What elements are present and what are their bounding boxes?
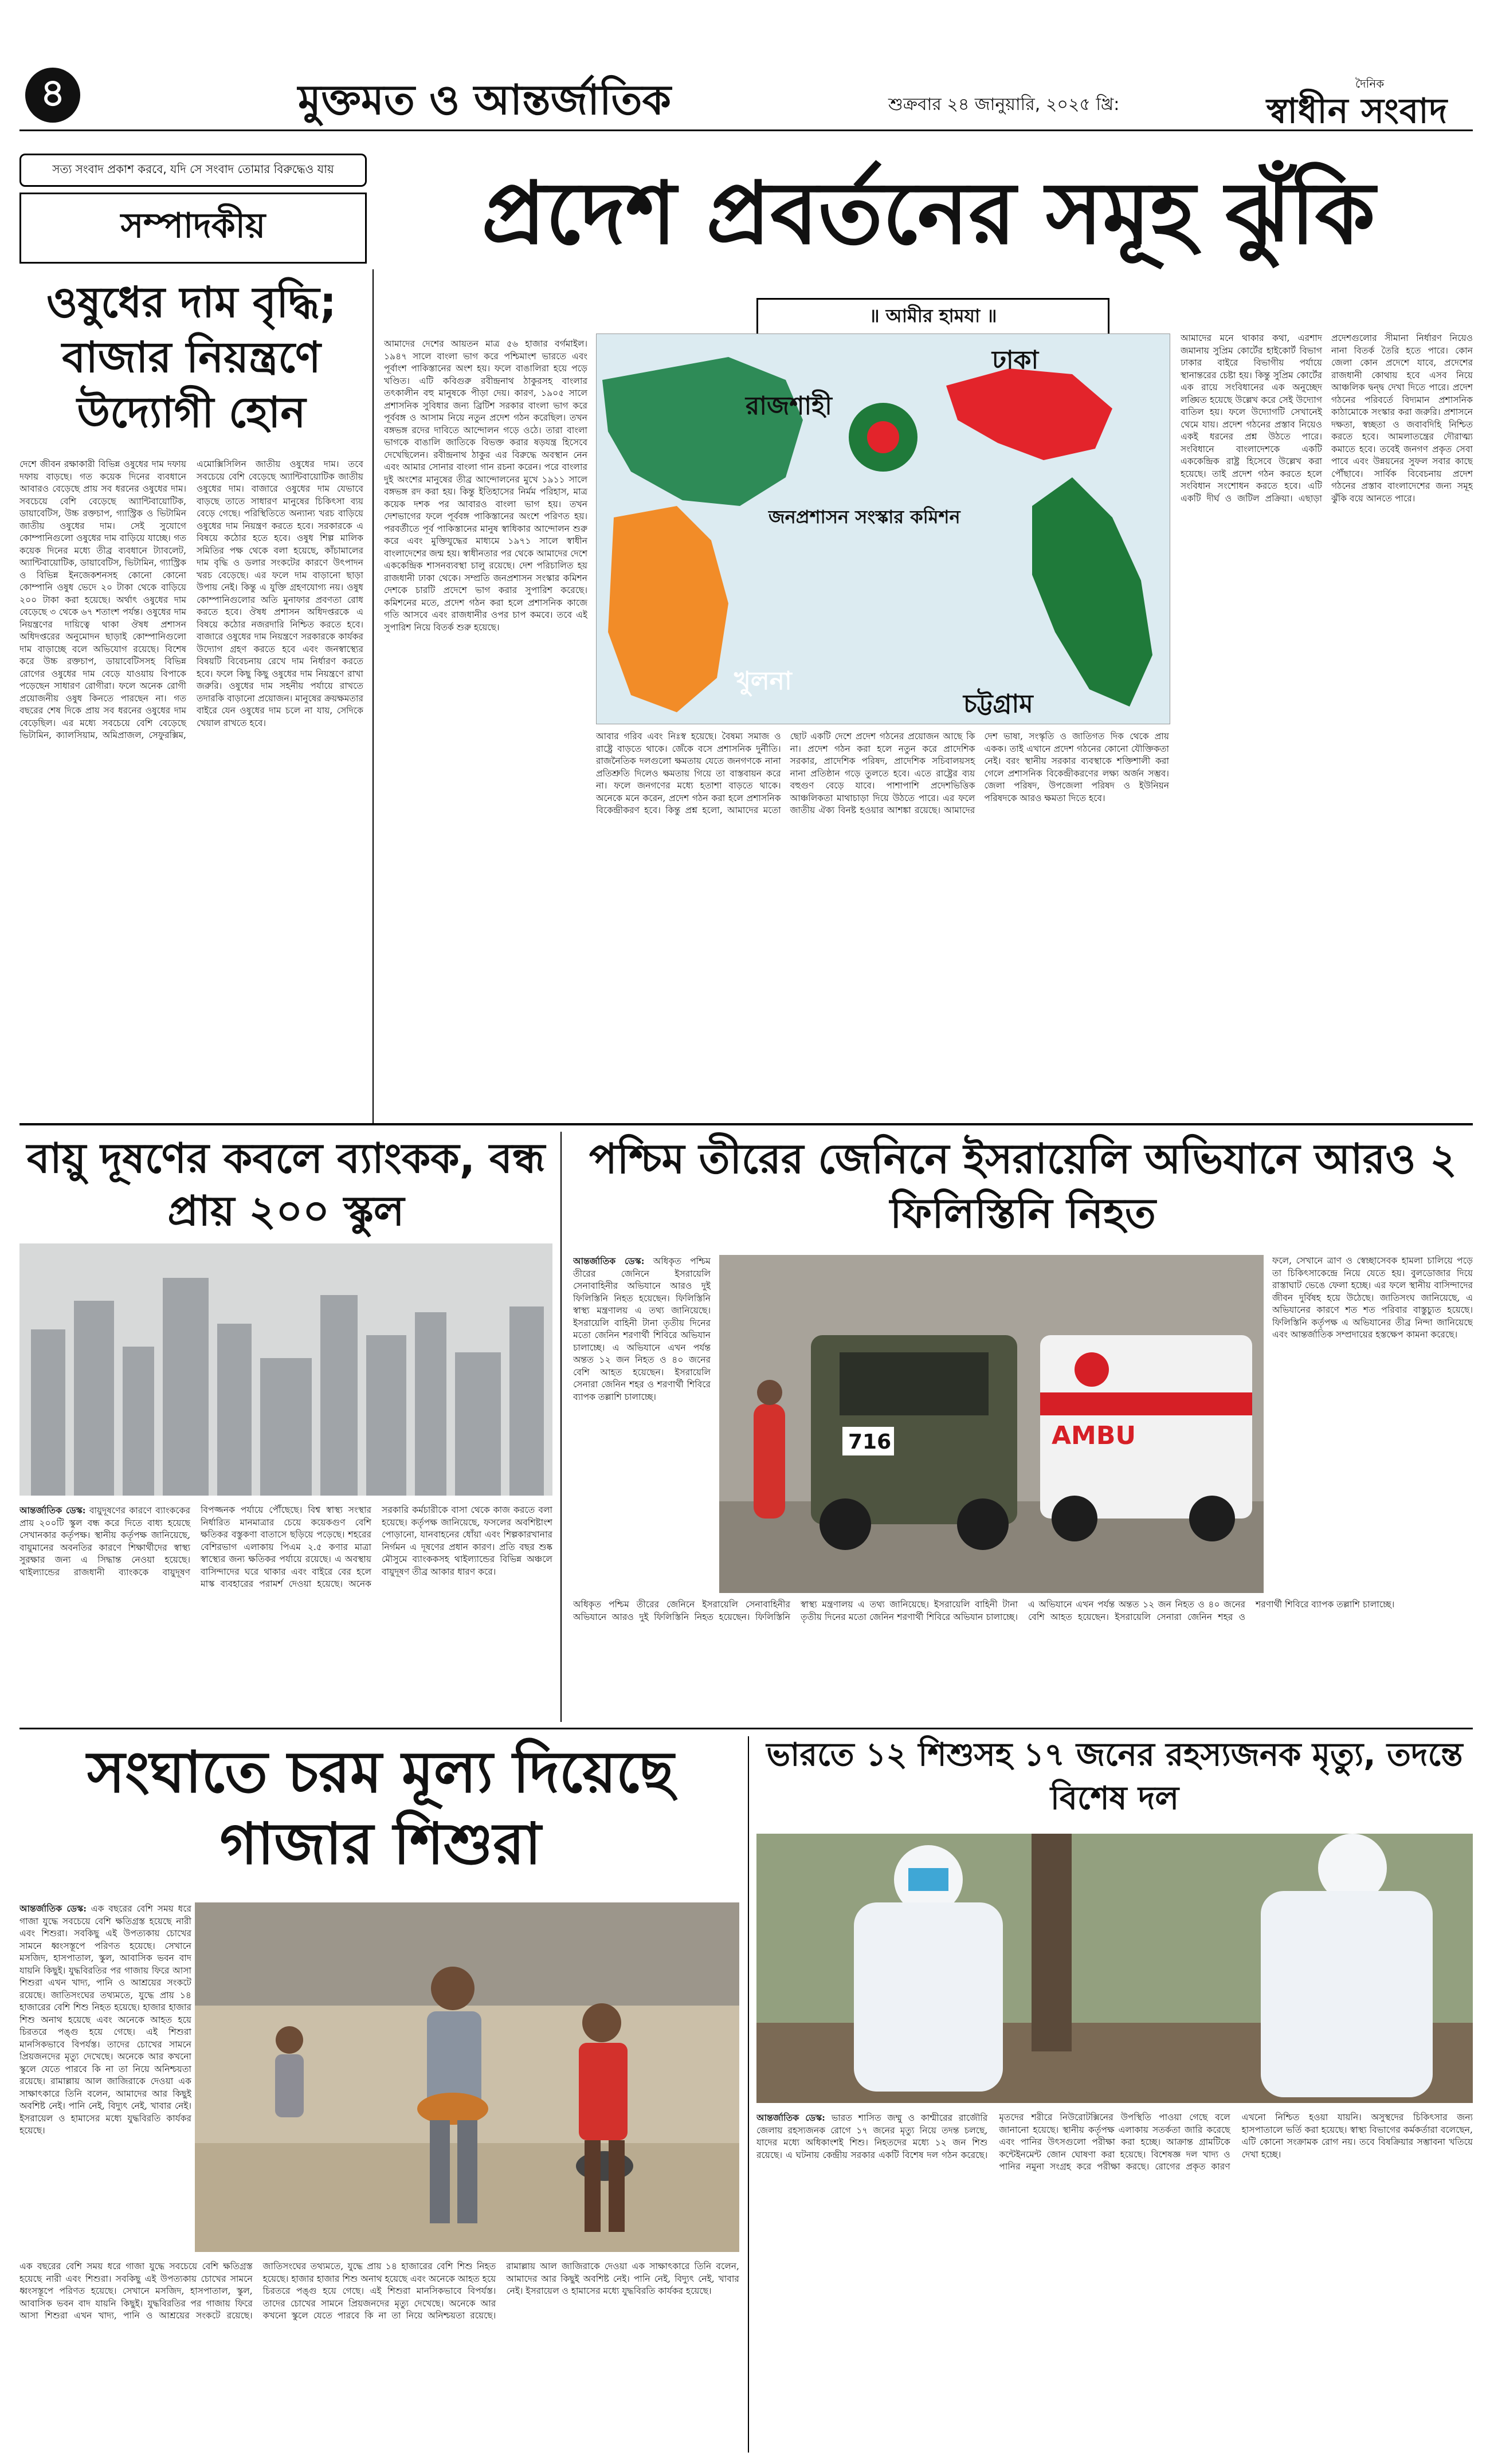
section-title: মুক্তমত ও আন্তর্জাতিক [298,76,671,124]
gaza-headline: সংঘাতে চরম মূল্য দিয়েছে গাজার শিশুরা [87,1739,675,1877]
page-number: ৪ [25,68,80,123]
column-divider [372,269,374,1123]
india-lead: আন্তর্জাতিক ডেস্ক: [756,2112,825,2123]
bangladesh-provinces-map [597,334,1170,724]
main-article-body-3: আমাদের মনে থাকার কথা, এরশাদ জমানায় সুপ্রিম কোর্টের হাইকোর্ট বিভাগ ঢাকার বাইরে বিভাগীয় পর্যায়ে স্থানান্তরের চেষ্টা হয়। কিন্তু সুপ্রিম কোর্টের এক রায়ে সংবিধানের এক অনুচ্ছেদ লঙ্ঘিত হয়েছে উল্লেখ করে সেই উদ্যোগ বাতিল হয়। ফলে উদ্যোগটি সেখানেই থেমে যায়। প্রদেশ গঠনের প্রস্তাব নিয়েও একই ধরনের প্রশ্ন উঠতে পারে। সংবিধানে বাংলাদেশকে একটি এককেন্দ্রিক রাষ্ট্র হিসেবে উল্লেখ করা হয়েছে। তাই প্রদেশ গঠন করতে হলে সংবিধান সংশোধন করতে হবে। এটি একটি দীর্ঘ ও জটিল প্রক্রিয়া। এছাড়া প্রদেশগুলোর সীমানা নির্ধারণ নিয়েও নানা বিতর্ক তৈরি হতে পারে। কোন জেলা কোন প্রদেশে যাবে, প্রদেশের রাজধানী কোথায় হবে এসব নিয়ে আঞ্চলিক দ্বন্দ্ব দেখা দিতে পারে। প্রদেশ গঠনের পরিবর্তে বিদ্যমান প্রশাসনিক কাঠামোকে সংস্কার করা জরুরি। প্রশাসনে দক্ষতা, স্বচ্ছতা ও জবাবদিহি নিশ্চিত করতে হবে। আমলাতন্ত্রের দৌরাত্ম্য কমাতে হবে। তবেই জনগণ প্রকৃত সেবা পাবে এবং উন্নয়নের সুফল সবার কাছে পৌঁছাবে। সার্বিক বিবেচনায় প্রদেশ গঠনের প্রস্তাব বাংলাদেশের জন্য সমূহ ঝুঁকি বয়ে আনতে পারে। [1181,333,1473,504]
main-article-body-2: আবার গরিব এবং নিঃস্ব হয়েছে। বৈষম্য সমাজ ও রাষ্ট্রে বাড়তে থাকে। জেঁকে বসে প্রশাসনিক দুর্নীতি। রাজনৈতিক দলগুলো ক্ষমতায় যেতে জনগণকে নানা প্রতিশ্রুতি দিলেও ক্ষমতায় গিয়ে তা বাস্তবায়ন করে না। ফলে জনগণের মধ্যে হতাশা বাড়তে থাকে। অনেকে মনে করেন, প্রদেশ গঠন করা হলে প্রশাসনিক বিকেন্দ্রীকরণ হবে। কিন্তু প্রশ্ন হলো, আমাদের মতো ছোট একটি দেশে প্রদেশ গঠনের প্রয়োজন আছে কি না। প্রদেশ গঠন করা হলে নতুন করে প্রাদেশিক সরকার, প্রাদেশিক পরিষদ, প্রাদেশিক সচিবালয়সহ নানা প্রতিষ্ঠান গড়ে তুলতে হবে। এতে রাষ্ট্রের ব্যয় বহুগুণ বেড়ে যাবে। পাশাপাশি প্রদেশভিত্তিক আঞ্চলিকতা মাথাচাড়া দিয়ে উঠতে পারে। এর ফলে জাতীয় ঐক্য বিনষ্ট হওয়ার আশঙ্কা রয়েছে। আমাদের দেশ ভাষা, সংস্কৃতি ও জাতিগত দিক থেকে প্রায় একক। তাই এখানে প্রদেশ গঠনের কোনো যৌক্তিকতা নেই। বরং স্থানীয় সরকার ব্যবস্থাকে শক্তিশালী করা গেলে প্রশাসনিক বিকেন্দ্রীকরণের লক্ষ্য অর্জন সম্ভব। জেলা পরিষদ, উপজেলা পরিষদ ও ইউনিয়ন পরিষদকে আরও ক্ষমতা দিতে হবে। [596,731,1169,815]
child-figure-left [275,2026,304,2117]
column-divider [748,1736,749,2453]
map-label-commission: জনপ্রশাসন সংস্কার কমিশন [768,506,960,528]
motto: সত্য সংবাদ প্রকাশ করবে, যদি সে সংবাদ তোমার বিরুদ্ধেও যায় [19,154,367,187]
map-label-dhaka: ঢাকা [992,346,1039,375]
editorial-label: সম্পাদকীয় [19,193,367,264]
paper-name-prefix: দৈনিক [1355,77,1385,91]
bangkok-text: বায়ুদূষণের কারণে ব্যাংককের প্রায় ২০০টি স্কুল বন্ধ করে দিতে বাধ্য হয়েছে সেখানকার কর্তৃপক্ষ। স্থানীয় কর্তৃপক্ষ জানিয়েছে, বায়ুমানের অবনতির কারণে শিক্ষার্থীদের স্বাস্থ্য সুরক্ষার জন্য এ সিদ্ধান্ত নেওয়া হয়েছে। থাইল্যান্ডের রাজধানী ব্যাংককে বায়ুদূষণ বিপজ্জনক পর্যায়ে পৌঁছেছে। বিশ্ব স্বাস্থ্য সংস্থার নির্ধারিত মানমাত্রার চেয়ে কয়েকগুণ বেশি ক্ষতিকর বস্তুকণা বাতাসে ছড়িয়ে পড়েছে। শহরের বেশিরভাগ এলাকায় পিএম ২.৫ কণার মাত্রা স্বাস্থ্যের জন্য ক্ষতিকর পর্যায়ে রয়েছে। এ অবস্থায় বাসিন্দাদের ঘরে থাকার এবং বাইরে বের হলে মাস্ক ব্যবহারের পরামর্শ দেওয়া হয়েছে। অনেক সরকারি কর্মচারীকে বাসা থেকে কাজ করতে বলা হয়েছে। কর্তৃপক্ষ জানিয়েছে, ফসলের অবশিষ্টাংশ পোড়ানো, যানবাহনের ধোঁয়া এবং শিল্পকারখানার নির্গমন এ দূষণের প্রধান কারণ। প্রতি বছর শুষ্ক মৌসুমে ব্যাংককসহ থাইল্যান্ডের বিভিন্ন অঞ্চলে বায়ুদূষণ তীব্র আকার ধারণ করে। [19,1505,552,1589]
map-label-rajshahi: রাজশাহী [746,391,832,421]
gaza-lead: আন্তর্জাতিক ডেস্ক: [19,1903,87,1914]
main-headline: প্রদেশ প্রবর্তনের সমূহ ঝুঁকি [481,164,1375,264]
issue-date: শুক্রবার ২৪ জানুয়ারি, ২০২৫ খ্রি: [888,95,1120,115]
paramedic-figure [754,1404,785,1519]
bangkok-lead: আন্তর্জাতিক ডেস্ক: [19,1505,86,1516]
map-label-chattogram: চট্টগ্রাম [963,689,1033,719]
india-body [756,2112,1473,2450]
jenin-photo [719,1255,1264,1593]
jenin-headline: পশ্চিম তীরের জেনিনে ইসরায়েলি অভিযানে আরও ২ ফিলিস্তিনি নিহত [589,1135,1457,1237]
editorial-title: ওষুধের দাম বৃদ্ধি; বাজার নিয়ন্ত্রণে উদ্যোগী হোন [46,278,337,437]
editorial-body: দেশে জীবন রক্ষাকারী বিভিন্ন ওষুধের দাম দফায় দফায় বাড়ছে। গত কয়েক দিনের ব্যবধানে আবারও বেড়েছে প্রায় সব ধরনের ওষুধের দাম। সবচেয়ে বেশি বেড়েছে অ্যান্টিবায়োটিক, ডায়াবেটিস, উচ্চ রক্তচাপ, গ্যাস্ট্রিক ও ভিটামিন জাতীয় ওষুধের দাম। সেই সুযোগে কোম্পানিগুলো ওষুধের দাম বাড়িয়ে যাচ্ছে। গত কয়েক দিনের মধ্যে তীব্র ব্যবধানে ট্যাবলেট, অ্যান্টিবায়োটিক, ডায়াবেটিস, ভিটামিন, গ্যাস্ট্রিক ও বিভিন্ন ইনজেকশনসহ কোনো কোনো কোম্পানি ওষুধ ভেদে ২০ টাকা থেকে বাড়িয়ে ২০০ টাকা করা হয়েছে। অর্থাৎ ওষুধের দাম বেড়েছে ৩ থেকে ৬৭ শতাংশ পর্যন্ত। ওষুধের দাম নিয়ন্ত্রণের দায়িত্বে থাকা ঔষধ প্রশাসন অধিদপ্তরের অনুমোদন ছাড়াই কোম্পানিগুলো দাম বাড়াচ্ছে বলে অভিযোগ রয়েছে। বিশেষ করে উচ্চ রক্তচাপ, ডায়াবেটিসসহ বিভিন্ন রোগের ওষুধের দাম বেড়ে যাওয়ায় বিপাকে পড়েছেন সাধারণ রোগীরা। ফলে অনেক রোগী প্রয়োজনীয় ওষুধ কিনতে পারছেন না। গত বছরের শেষ দিকে প্রায় সব ধরনের ওষুধের দাম বেড়েছিল। এর মধ্যে সবচেয়ে বেশি বেড়েছে ভিটামিন, ক্যালসিয়াম, অমিপ্রাজল, সেফুরক্সিম, এমোক্সিসিলিন জাতীয় ওষুধের দাম। তবে সবচেয়ে বেশি বেড়েছে অ্যান্টিবায়োটিক জাতীয় ওষুধের দাম। বাজারে ওষুধের দাম যেভাবে বাড়ছে তাতে সাধারণ মানুষের চিকিৎসা ব্যয় বেড়ে গেছে। পরিস্থিতিতে অন্যান্য খরচ বাড়িয়ে ওষুধের দাম নিয়ন্ত্রণ করতে হবে। সরকারকে এ বিষয়ে কঠোর হতে হবে। ওষুধ শিল্প মালিক সমিতির পক্ষ থেকে বলা হয়েছে, কাঁচামালের দাম বৃদ্ধি ও ডলার সংকটের কারণে উৎপাদন খরচ বেড়েছে। এর ফলে দাম বাড়ানো ছাড়া উপায় নেই। কিন্তু এ যুক্তি গ্রহণযোগ্য নয়। ওষুধ কোম্পানিগুলোর অতি মুনাফার প্রবণতা রোধ করতে হবে। ঔষধ প্রশাসন অধিদপ্তরকে এ বিষয়ে কঠোর নজরদারি নিশ্চিত করতে হবে। বাজারে ওষুধের দাম নিয়ন্ত্রণে সরকারকে কার্যকর উদ্যোগ গ্রহণ করতে হবে এবং জনস্বাস্থ্যের বিষয়টি বিবেচনায় রেখে দাম নির্ধারণ করতে হবে। ফলে কিছু কিছু ওষুধের দাম নিয়ন্ত্রণে রাখা জরুরি। ওষুধের দাম সহনীয় পর্যায়ে রাখতে তদারকি বাড়ানো প্রয়োজন। মানুষের ক্রয়ক্ষমতার বাইরে যেন ওষুধের দাম চলে না যায়, সেদিকে খেয়াল রাখতে হবে। [19,459,363,740]
india-headline: ভারতে ১২ শিশুসহ ১৭ জনের রহস্যজনক মৃত্যু, তদন্তে বিশেষ দল [766,1736,1463,1817]
bangkok-headline: বায়ু দূষণের কবলে ব্যাংকক, বন্ধ প্রায় ২০০ স্কুল [26,1134,546,1235]
provinces-map [596,333,1170,724]
paper-logo: স্বাধীন সংবাদ [1266,91,1448,131]
bangkok-photo [19,1243,552,1496]
jenin-body-right: ফলে, সেখানে ত্রাণ ও স্বেচ্ছাসেবক হামলা চালিয়ে পড়ে তা চিকিৎসাকেন্দ্রে নিয়ে যেতে হয়। বুলডোজার দিয়ে রাস্তাঘাট ভেঙে ফেলা হচ্ছে। এর ফলে স্থানীয় বাসিন্দাদের জীবন দুর্বিষহ হয়ে উঠেছে। জাতিসংঘ জানিয়েছে, এ অভিযানের কারণে শত শত পরিবার বাস্তুচ্যুত হয়েছে। ফিলিস্তিনি কর্তৃপক্ষ এ অভিযানের তীব্র নিন্দা জানিয়েছে এবং আন্তর্জাতিক সম্প্রদায়ের হস্তক্ষেপ কামনা করেছে। [1272,1255,1473,1340]
vehicle-plate: 716 [848,1430,892,1454]
jenin-lead: আন্তর্জাতিক ডেস্ক: [573,1255,645,1266]
gaza-photo [195,1902,739,2252]
jenin-body-left [573,1255,711,1593]
bangkok-body [19,1504,552,1722]
gaza-text: এক বছরের বেশি সময় ধরে গাজা যুদ্ধে সবচেয়ে বেশি ক্ষতিগ্রস্ত হয়েছে নারী এবং শিশুরা। সবকিছু এই উপত্যকায় চোখের সামনে ধ্বংসস্তূপে পরিণত হয়েছে। সেখানে মসজিদ, হাসপাতাল, স্কুল, আবাসিক ভবন বাদ যায়নি কিছুই। যুদ্ধবিরতির পর গাজায় ফিরে আসা শিশুরা এখন খাদ্য, পানি ও আশ্রয়ের সংকটে রয়েছে। জাতিসংঘের তথ্যমতে, যুদ্ধে প্রায় ১৪ হাজারের বেশি শিশু নিহত হয়েছে। হাজার হাজার শিশু অনাথ হয়েছে এবং অনেকে আহত হয়ে চিরতরে পঙ্গু হয়ে গেছে। এই শিশুরা মানসিকভাবে বিপর্যস্ত। তাদের চোখের সামনে প্রিয়জনদের মৃত্যু দেখেছে। অনেকে আর কখনো স্কুলে যেতে পারবে কি না তা নিয়ে অনিশ্চয়তা রয়েছে। রামাল্লায় আল জাজিরাকে দেওয়া এক সাক্ষাৎকারে তিনি বলেন, আমাদের আর কিছুই অবশিষ্ট নেই। পানি নেই, বিদ্যুৎ নেই, খাবার নেই। ইসরায়েল ও হামাসের মধ্যে যুদ্ধবিরতি কার্যকর হয়েছে। [19,1904,191,2136]
map-label-khulna: খুলনা [734,666,792,696]
gaza-body-left [19,1902,191,2252]
main-article-body-1: আমাদের দেশের আয়তন মাত্র ৫৬ হাজার বর্গমাইল। ১৯৪৭ সালে বাংলা ভাগ করে পশ্চিমাংশ ভারতে এবং পূর্বাংশ পাকিস্তানের অংশ হয়। ফলে বাঙালিরা হয়ে পড়ে খণ্ডিত। এটি কবিগুরু রবীন্দ্রনাথ ঠাকুরসহ বাংলার তৎকালীন বহু মানুষকে পীড়া দেয়। কারণ, ১৯০৫ সালে প্রশাসনিক সুবিধার জন্য ব্রিটিশ সরকার বাংলা ভাগ করে পূর্ববঙ্গ ও আসাম নিয়ে নতুন প্রদেশ গঠন করেছিল। তখন বঙ্গভঙ্গ রদের দাবিতে আন্দোলন গড়ে ওঠে। তারা বাংলা ভাগকে বাঙালি জাতিকে বিভক্ত করার ষড়যন্ত্র হিসেবে দেখেছিলেন। রবীন্দ্রনাথ ঠাকুর এর বিরুদ্ধে অবস্থান নেন এবং আমার সোনার বাংলা গান রচনা করেন। পরে বাংলার দুই অংশের মানুষের তীব্র আন্দোলনের মুখে ১৯১১ সালে বঙ্গভঙ্গ রদ করা হয়। কিন্তু ইতিহাসের নির্মম পরিহাস, মাত্র কয়েক দশক পর আবারও বাংলা ভাগ হয়। তখন দেশভাগের ফলে পূর্ববঙ্গ পাকিস্তানের অংশে পরিণত হয়। পরবর্তীতে পূর্ব পাকিস্তানের মানুষ স্বাধিকার আন্দোলন শুরু করে এবং মুক্তিযুদ্ধের মাধ্যমে ১৯৭১ সালে স্বাধীন বাংলাদেশের জন্ম হয়। স্বাধীনতার পর থেকে আমাদের দেশে এককেন্দ্রিক শাসনব্যবস্থা চালু রয়েছে। দেশ পরিচালিত হয় রাজধানী ঢাকা থেকে। সম্প্রতি জনপ্রশাসন সংস্কার কমিশন দেশকে চারটি প্রদেশে ভাগ করার সুপারিশ করেছে। কমিশনের মতে, প্রদেশ গঠন করা হলে প্রশাসনিক কাজে গতি আসবে এবং রাজধানীর ওপর চাপ কমবে। তবে এই সুপারিশ নিয়ে বিতর্ক শুরু হয়েছে। [384,339,587,633]
jenin-text: অধিকৃত পশ্চিম তীরের জেনিনে ইসরায়েলি সেনাবাহিনীর অভিযানে আরও দুই ফিলিস্তিনি নিহত হয়েছেন। ফিলিস্তিনি স্বাস্থ্য মন্ত্রণালয় এ তথ্য জানিয়েছে। ইসরায়েলি বাহিনী টানা তৃতীয় দিনের মতো জেনিন শরণার্থী শিবিরে অভিযান চালাচ্ছে। এ অভিযানে এখন পর্যন্ত অন্তত ১২ জন নিহত ও ৪০ জনের বেশি আহত হয়েছেন। ইসরায়েলি সেনারা জেনিন শহর ও শরণার্থী শিবিরে ব্যাপক তল্লাশি চালাচ্ছে। [573,1256,711,1402]
india-text: ভারত শাসিত জম্মু ও কাশ্মীরের রাজৌরি জেলায় রহস্যজনক রোগে ১৭ জনের মৃত্যু নিয়ে তদন্ত চলছে, যাদের মধ্যে অধিকাংশই শিশু। নিহতদের মধ্যে ১২ জন শিশু রয়েছে। এ ঘটনায় কেন্দ্রীয় সরকার একটি বিশেষ দল গঠন করেছে। মৃতদের শরীরে নিউরোটক্সিনের উপস্থিতি পাওয়া গেছে বলে জানানো হয়েছে। স্থানীয় কর্তৃপক্ষ এলাকায় সতর্কতা জারি করেছে এবং পানির উৎসগুলো পরীক্ষা করা হচ্ছে। আক্রান্ত গ্রামটিকে কন্টেইনমেন্ট জোন ঘোষণা করা হয়েছে। বিশেষজ্ঞ দল খাদ্য ও পানির নমুনা সংগ্রহ করে পরীক্ষা করছে। রোগের প্রকৃত কারণ এখনো নিশ্চিত হওয়া যায়নি। অসুস্থদের চিকিৎসার জন্য হাসপাতালে ভর্তি করা হয়েছে। স্বাস্থ্য বিভাগের কর্মকর্তারা বলেছেন, এটি কোনো সংক্রামক রোগ নয়। তবে বিষক্রিয়ার সম্ভাবনা খতিয়ে দেখা হচ্ছে। [756,2112,1473,2172]
author-byline: ॥ আমীর হামযা ॥ [756,298,1109,336]
section-divider [19,1728,1473,1729]
india-photo [756,1834,1473,2103]
tree-trunk [1032,1834,1072,2051]
gaza-body-bottom: এক বছরের বেশি সময় ধরে গাজা যুদ্ধে সবচেয়ে বেশি ক্ষতিগ্রস্ত হয়েছে নারী এবং শিশুরা। সবকিছু এই উপত্যকায় চোখের সামনে ধ্বংসস্তূপে পরিণত হয়েছে। সেখানে মসজিদ, হাসপাতাল, স্কুল, আবাসিক ভবন বাদ যায়নি কিছুই। যুদ্ধবিরতির পর গাজায় ফিরে আসা শিশুরা এখন খাদ্য, পানি ও আশ্রয়ের সংকটে রয়েছে। জাতিসংঘের তথ্যমতে, যুদ্ধে প্রায় ১৪ হাজারের বেশি শিশু নিহত হয়েছে। হাজার হাজার শিশু অনাথ হয়েছে এবং অনেকে আহত হয়ে চিরতরে পঙ্গু হয়ে গেছে। এই শিশুরা মানসিকভাবে বিপর্যস্ত। তাদের চোখের সামনে প্রিয়জনদের মৃত্যু দেখেছে। অনেকে আর কখনো স্কুলে যেতে পারবে কি না তা নিয়ে অনিশ্চয়তা রয়েছে। রামাল্লায় আল জাজিরাকে দেওয়া এক সাক্ষাৎকারে তিনি বলেন, আমাদের আর কিছুই অবশিষ্ট নেই। পানি নেই, বিদ্যুৎ নেই, খাবার নেই। ইসরায়েল ও হামাসের মধ্যে যুদ্ধবিরতি কার্যকর হয়েছে। [19,2261,739,2321]
ambulance-text: AMBU [1052,1421,1136,1450]
jenin-body-bottom: অধিকৃত পশ্চিম তীরের জেনিনে ইসরায়েলি সেনাবাহিনীর অভিযানে আরও দুই ফিলিস্তিনি নিহত হয়েছেন। ফিলিস্তিনি স্বাস্থ্য মন্ত্রণালয় এ তথ্য জানিয়েছে। ইসরায়েলি বাহিনী টানা তৃতীয় দিনের মতো জেনিন শরণার্থী শিবিরে অভিযান চালাচ্ছে। এ অভিযানে এখন পর্যন্ত অন্তত ১২ জন নিহত ও ৪০ জনের বেশি আহত হয়েছেন। ইসরায়েলি সেনারা জেনিন শহর ও শরণার্থী শিবিরে ব্যাপক তল্লাশি চালাচ্ছে। [573,1599,1395,1622]
page-header [19,55,1473,131]
column-divider [560,1132,562,1722]
section-divider [19,1123,1473,1125]
